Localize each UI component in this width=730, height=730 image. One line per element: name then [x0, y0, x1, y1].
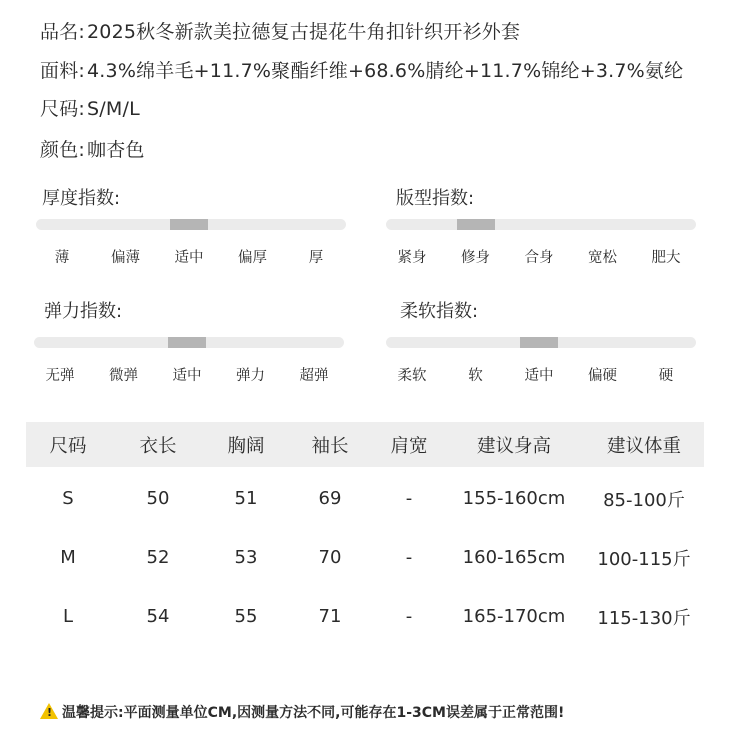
table-cell: 50 [146, 488, 170, 509]
table-cell: L [62, 606, 74, 627]
table-row [26, 587, 704, 646]
thickness-gauge-option: 厚 [308, 250, 324, 266]
table-cell: 155-160cm [462, 488, 566, 509]
measurement-notice [47, 702, 565, 722]
size-table-header: 建议身高 [444, 422, 584, 467]
table-cell: 55 [234, 606, 258, 627]
fit-gauge-track [386, 219, 696, 230]
elasticity-gauge-title: 弹力指数: [44, 301, 123, 322]
elasticity-gauge-option: 超弹 [299, 368, 329, 384]
color-line [40, 135, 145, 162]
table-cell: 100-115斤 [597, 548, 691, 570]
thickness-gauge-option: 适中 [174, 250, 204, 266]
notice-label: 温馨提示: [62, 705, 124, 721]
table-cell: 54 [146, 606, 170, 627]
table-cell: - [405, 606, 413, 627]
softness-gauge-track [386, 337, 696, 348]
product-name-label: 品名: [40, 21, 86, 43]
table-cell: 70 [318, 547, 342, 568]
color-value: 咖杏色 [87, 139, 145, 161]
size-table-header: 衣长 [110, 422, 206, 467]
size-table-header: 胸阔 [206, 422, 286, 467]
fit-gauge-option: 肥大 [651, 250, 681, 266]
fabric-label: 面料: [40, 60, 86, 82]
table-cell: 51 [234, 488, 258, 509]
table-cell: 115-130斤 [597, 607, 691, 629]
size-table [26, 422, 704, 646]
fit-gauge-option: 合身 [524, 250, 554, 266]
softness-gauge-option: 偏硬 [588, 368, 617, 384]
thickness-gauge-track [36, 219, 346, 230]
table-cell: 85-100斤 [603, 489, 685, 511]
thickness-gauge-option: 薄 [54, 250, 70, 266]
elasticity-gauge-option: 微弹 [109, 368, 138, 384]
size-table-header-row [26, 422, 704, 467]
softness-gauge-indicator [520, 337, 558, 348]
table-cell: 52 [146, 547, 170, 568]
elasticity-gauge-indicator [168, 337, 206, 348]
thickness-gauge-title: 厚度指数: [42, 188, 121, 209]
table-row [26, 528, 704, 587]
notice-text: 平面测量单位CM,因测量方法不同,可能存在1-3CM误差属于正常范围! [123, 705, 565, 721]
softness-gauge-title: 柔软指数: [400, 301, 479, 322]
elasticity-gauge-option: 适中 [172, 368, 202, 384]
softness-gauge-option: 适中 [524, 368, 554, 384]
softness-gauge-option: 软 [468, 368, 483, 384]
size-table-header: 尺码 [26, 422, 110, 467]
table-cell: 53 [234, 547, 258, 568]
table-cell: S [62, 488, 74, 509]
fabric-line [40, 56, 683, 83]
size-label: 尺码: [40, 98, 86, 120]
product-name-value: 2025秋冬新款美拉德复古提花牛角扣针织开衫外套 [87, 21, 521, 43]
softness-gauge-option: 柔软 [397, 368, 427, 384]
table-cell: 165-170cm [462, 606, 566, 627]
size-value: S/M/L [87, 98, 140, 120]
fit-gauge-option: 宽松 [588, 250, 617, 266]
warning-icon: ! [40, 703, 58, 719]
table-row [26, 467, 704, 528]
elasticity-gauge-option: 无弹 [45, 368, 75, 384]
size-table-header: 肩宽 [374, 422, 444, 467]
elasticity-gauge-option: 弹力 [236, 368, 265, 384]
fabric-value: 4.3%绵羊毛+11.7%聚酯纤维+68.6%腈纶+11.7%锦纶+3.7%氨纶 [87, 60, 684, 82]
size-table-header: 袖长 [286, 422, 374, 467]
softness-gauge-option: 硬 [658, 368, 674, 384]
table-cell: 69 [318, 488, 342, 509]
thickness-gauge-option: 偏薄 [111, 250, 140, 266]
table-cell: M [60, 547, 76, 568]
elasticity-gauge-track [34, 337, 344, 348]
thickness-gauge-option: 偏厚 [238, 250, 267, 266]
color-label: 颜色: [40, 139, 86, 161]
fit-gauge-indicator [457, 219, 495, 230]
fit-gauge-title: 版型指数: [396, 188, 475, 209]
thickness-gauge-indicator [170, 219, 208, 230]
fit-gauge-option: 修身 [461, 250, 490, 266]
table-cell: - [405, 488, 413, 509]
size-line [40, 94, 140, 121]
table-cell: 160-165cm [462, 547, 566, 568]
table-cell: - [405, 547, 413, 568]
size-table-header: 建议体重 [584, 422, 704, 467]
table-cell: 71 [318, 606, 342, 627]
fit-gauge-option: 紧身 [397, 250, 427, 266]
product-name-line [40, 17, 520, 44]
